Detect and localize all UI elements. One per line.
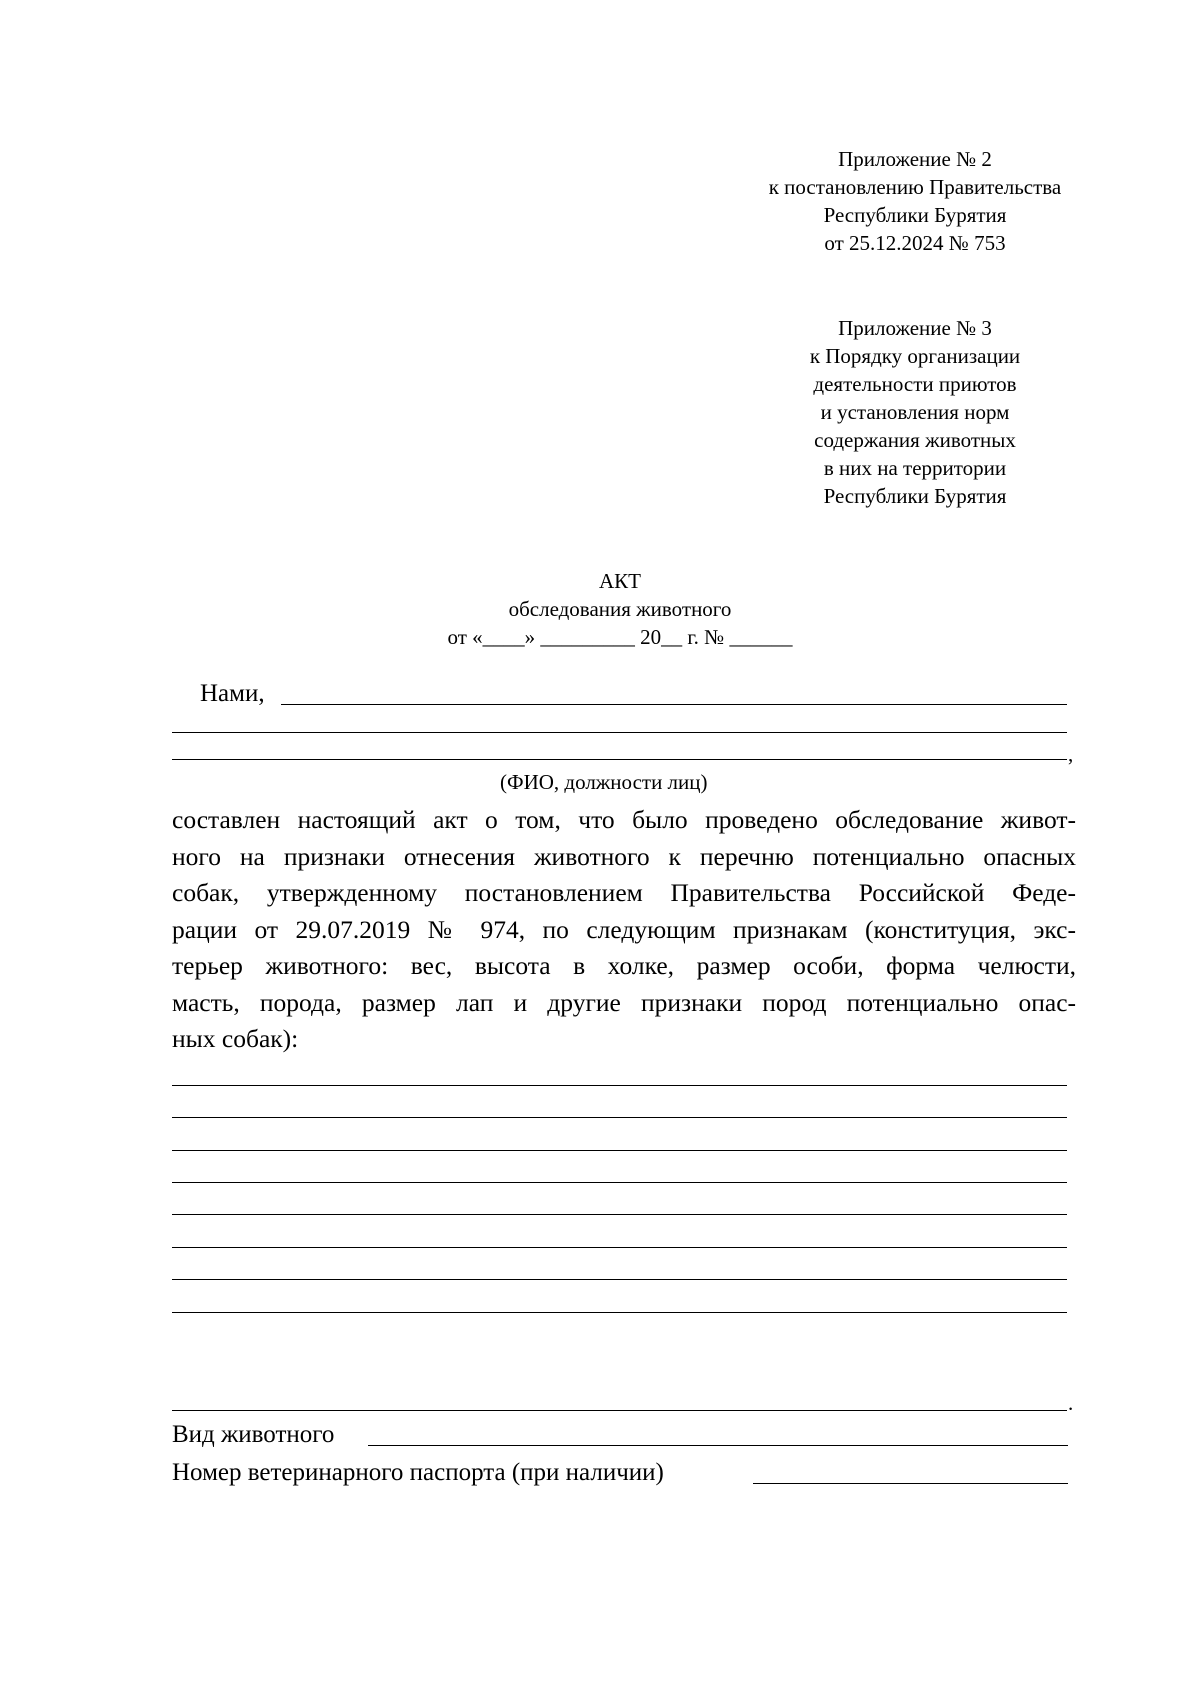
act-body-text [172, 802, 1076, 1058]
annex-reference-shelter-procedure [725, 314, 1105, 510]
animal-type-label: Вид животного [172, 1421, 335, 1448]
members-trailing-comma: , [1068, 742, 1074, 766]
annex-2-line: Республики Бурятия [823, 484, 1007, 508]
annex-1-line: к постановлению Правительства [768, 175, 1062, 199]
members-caption: (ФИО, должности лиц) [500, 770, 708, 794]
members-label: Нами, [200, 680, 265, 707]
vet-passport-label: Номер ветеринарного паспорта (при наличии) [172, 1459, 664, 1486]
closing-trailing-period: . [1068, 1391, 1074, 1415]
body-line: терьер животного: вес, высота в холке, размер особи, форма челюсти, [172, 951, 1076, 980]
annex-1-line: Республики Бурятия [823, 203, 1007, 227]
annex-1-line: от 25.12.2024 № 753 [824, 231, 1006, 255]
body-line: ного на признаки отнесения животного к перечню потенциально опасных [172, 841, 1076, 871]
body-line: составлен настоящий акт о том, что было проведено обследование живот- [172, 805, 1076, 834]
annex-2-line: в них на территории [823, 456, 1007, 480]
signs-blank-line-4[interactable] [172, 1182, 1067, 1183]
annex-reference-government-decree [725, 145, 1105, 257]
annex-2-line: деятельности приютов [813, 372, 1017, 396]
act-title-block [380, 567, 860, 651]
members-blank-line-2[interactable] [172, 732, 1067, 733]
annex-2-line: к Порядку организации [809, 344, 1021, 368]
act-date-number-line: от «____» _________ 20__ г. № ______ [447, 625, 793, 649]
signs-blank-line-6[interactable] [172, 1247, 1067, 1248]
annex-1-line: Приложение № 2 [838, 147, 992, 171]
annex-2-line: содержания животных [814, 428, 1016, 452]
members-blank-line-1[interactable] [281, 704, 1067, 705]
annex-2-line: Приложение № 3 [838, 316, 992, 340]
signs-blank-line-7[interactable] [172, 1279, 1067, 1280]
animal-type-field[interactable] [368, 1445, 1068, 1446]
signs-blank-line-1[interactable] [172, 1085, 1067, 1086]
act-heading: АКТ [599, 569, 641, 593]
body-line: ных собак): [172, 1024, 299, 1053]
signs-blank-line-5[interactable] [172, 1214, 1067, 1215]
annex-2-line: и установления норм [820, 400, 1010, 424]
body-line: собак, утвержденному постановлением Правительства Российской Феде- [172, 878, 1076, 907]
body-line: рации от 29.07.2019 № 974, по следующим признакам (конституция, экс- [172, 914, 1076, 944]
body-line: масть, порода, размер лап и другие признаки пород потенциально опас- [172, 987, 1076, 1017]
signs-blank-line-8[interactable] [172, 1312, 1067, 1313]
act-subheading: обследования животного [508, 597, 732, 621]
vet-passport-field[interactable] [753, 1483, 1068, 1484]
signs-blank-line-3[interactable] [172, 1150, 1067, 1151]
closing-blank-line[interactable] [172, 1410, 1067, 1411]
members-blank-line-3[interactable] [172, 759, 1067, 760]
signs-blank-line-2[interactable] [172, 1117, 1067, 1118]
